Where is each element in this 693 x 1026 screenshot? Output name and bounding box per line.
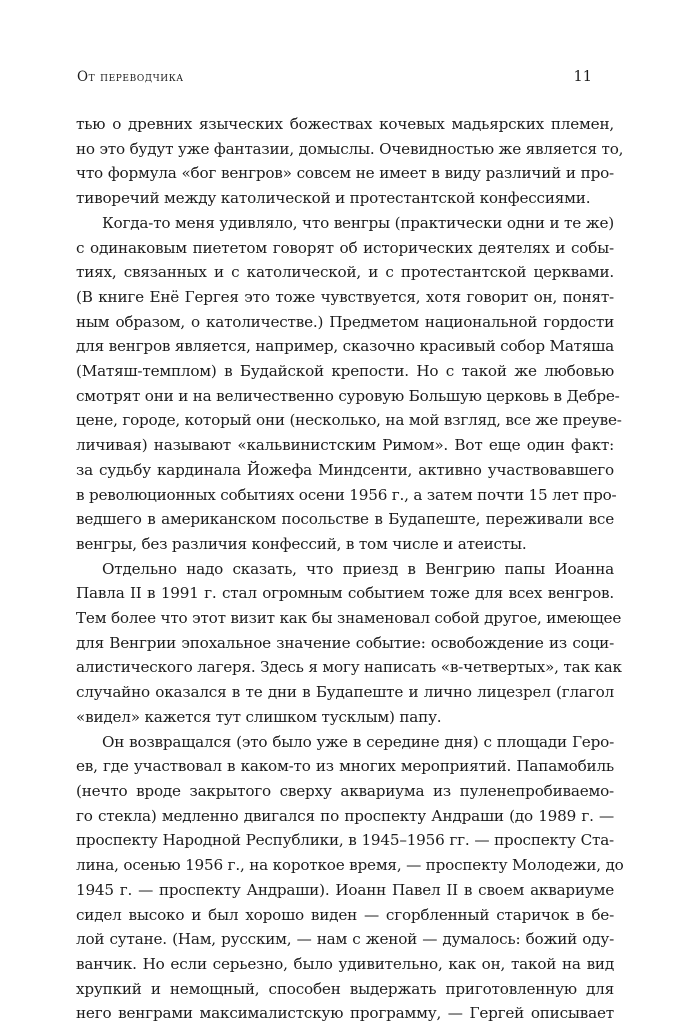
text-line: но это будут уже фантазии, домыслы. Очевидностью же является то,: [76, 139, 624, 158]
running-head: [77, 69, 592, 85]
text-line: Павла II в 1991 г. стал огромным событием тоже для всех венгров.: [76, 584, 614, 603]
text-line: ванчик. Но если серьезно, было удивительно, как он, такой на вид: [76, 954, 614, 973]
text-line: за судьбу кардинала Йожефа Миндсенти, активно участвовавшего: [76, 460, 614, 479]
text-line: ным образом, о католичестве.) Предметом национальной гордости: [76, 312, 614, 331]
text-line: сидел высоко и был хорошо виден — сгорбленный старичок в бе-: [76, 905, 614, 924]
text-line: тью о древних языческих божествах кочевых мадьярских племен,: [76, 115, 614, 133]
body-text: [76, 112, 624, 1026]
text-line: Тем более что этот визит как бы знаменовал собой другое, имеющее: [76, 609, 622, 628]
text-line: Когда-то меня удивляло, что венгры (практически одни и те же): [102, 213, 614, 232]
text-line: (Матяш-темплом) в Будайской крепости. Но с такой же любовью: [76, 362, 614, 381]
text-line: хрупкий и немощный, способен выдержать приготовленную для: [76, 979, 614, 998]
text-line: цене, городе, который они (несколько, на мой взгляд, все же преуве-: [76, 411, 622, 430]
text-line: 1945 г. — проспекту Андраши). Иоанн Павел II в своем аквариуме: [76, 880, 614, 899]
text-line: для венгров является, например, сказочно красивый собор Матяша: [76, 337, 615, 356]
text-line: в революционных событиях осени 1956 г., а затем почти 15 лет про-: [76, 485, 617, 504]
running-title: От переводчика: [77, 69, 184, 85]
text-line: алистического лагеря. Здесь я могу написать «в-четвертых», так как: [76, 658, 622, 677]
text-line: венгры, без различия конфессий, в том числе и атеисты.: [76, 534, 527, 553]
text-line: для Венгрии эпохальное значение событие: освобождение из соци-: [76, 633, 614, 652]
text-line: тиях, связанных и с католической, и с протестантской церквами.: [76, 263, 614, 282]
text-line: проспекту Народной Республики, в 1945–1956 гг. — проспекту Ста-: [76, 831, 614, 850]
text-line: го стекла) медленно двигался по проспекту Андраши (до 1989 г. —: [76, 806, 614, 825]
text-line: Отдельно надо сказать, что приезд в Венгрию папы Иоанна: [102, 559, 614, 578]
text-line: тиворечий между католической и протестантской конфессиями.: [76, 189, 591, 208]
text-line: лой сутане. (Нам, русским, — нам с женой — думалось: божий оду-: [76, 930, 614, 949]
text-line: Он возвращался (это было уже в середине дня) с площади Геро-: [102, 732, 614, 751]
text-line: лина, осенью 1956 г., на короткое время, — проспекту Молодежи, до: [76, 856, 624, 875]
text-line: ведшего в американском посольстве в Будапеште, переживали все: [76, 510, 614, 529]
page-number: 11: [573, 69, 592, 85]
text-line: случайно оказался в те дни в Будапеште и лично лицезрел (глагол: [76, 683, 614, 702]
text-line: него венграми максималистскую программу, — Гергей описывает: [76, 1004, 614, 1023]
text-line: что формула «бог венгров» совсем не имеет в виду различий и про-: [76, 164, 614, 183]
text-line: (нечто вроде закрытого сверху аквариума из пуленепробиваемо-: [76, 781, 614, 800]
text-line: ев, где участвовал в каком-то из многих мероприятий. Папамобиль: [76, 757, 614, 776]
text-line: (В книге Енё Гергея это тоже чувствуется, хотя говорит он, понят-: [76, 287, 614, 306]
text-line: смотрят они и на величественно суровую Большую церковь в Дебре-: [76, 386, 620, 405]
text-line: личивая) называют «кальвинистским Римом». Вот еще один факт:: [76, 436, 614, 455]
text-line: «видел» кажется тут слишком тусклым) папу.: [76, 707, 442, 726]
text-line: с одинаковым пиететом говорят об исторических деятелях и собы-: [76, 238, 614, 257]
